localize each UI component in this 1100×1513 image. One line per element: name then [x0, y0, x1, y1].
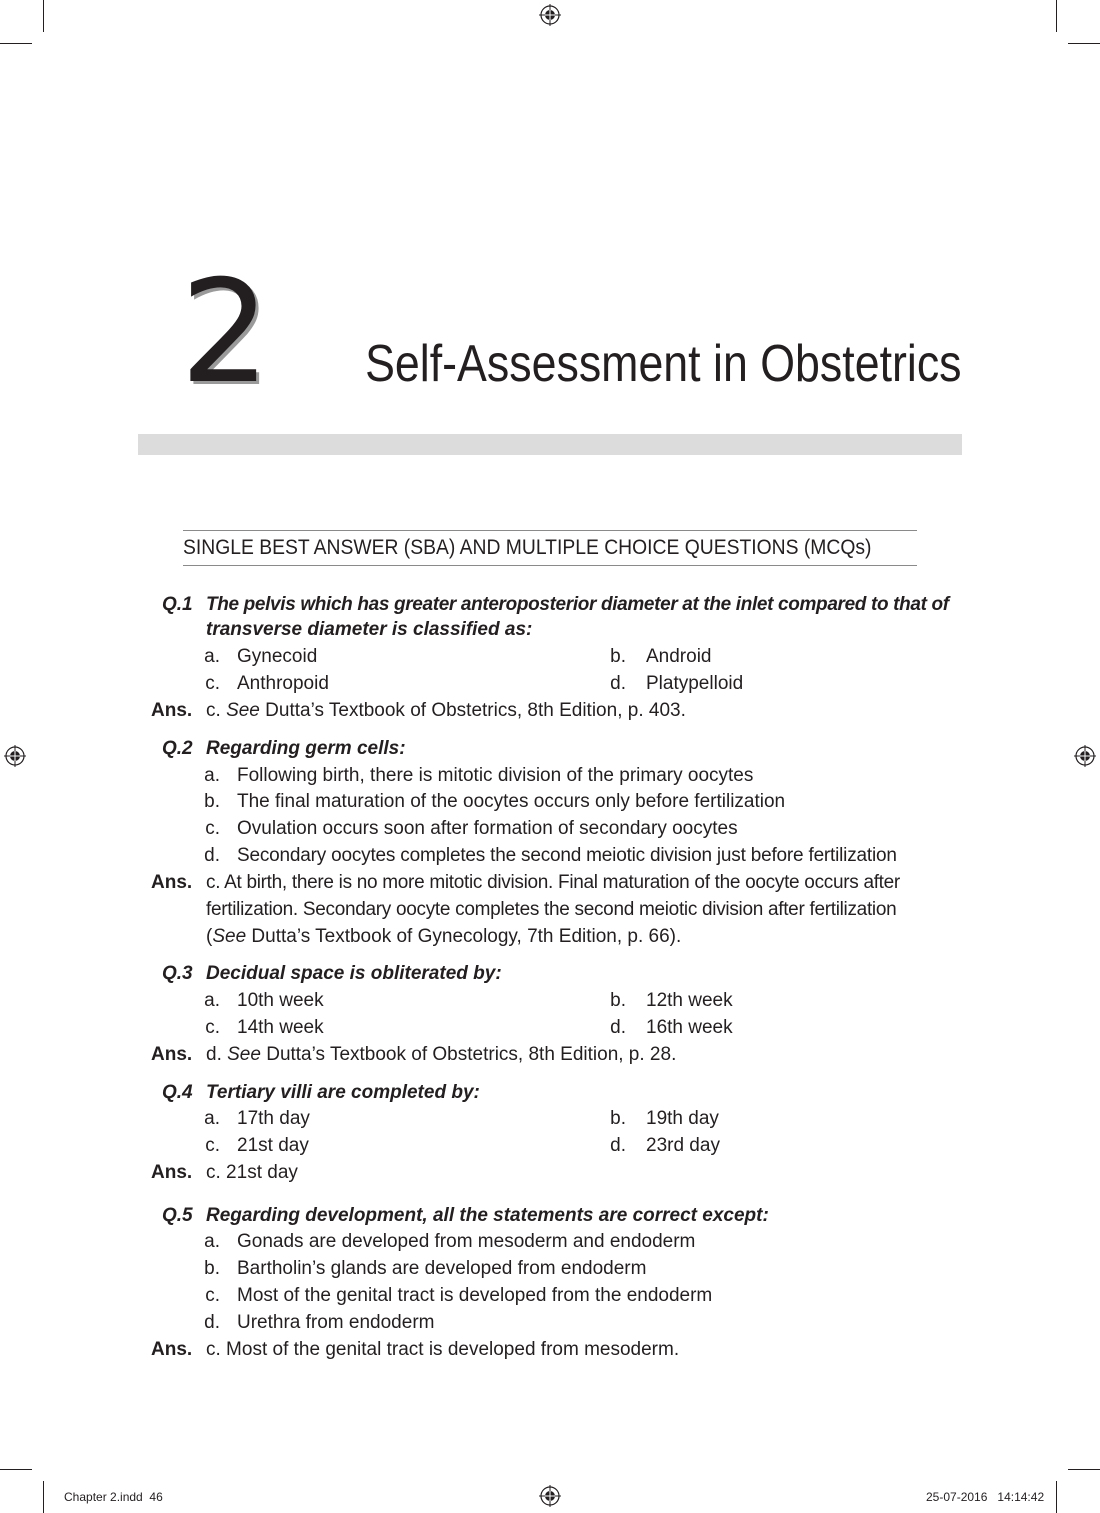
footer-file: Chapter 2.indd 46: [64, 1490, 163, 1504]
option-text: 10th week: [237, 990, 324, 1011]
answer-label: Ans.: [151, 700, 193, 721]
option-text: 21st day: [237, 1135, 309, 1156]
question-text: Tertiary villi are completed by:: [206, 1082, 480, 1103]
option-letter: d.: [610, 673, 626, 694]
option-letter: b.: [610, 990, 626, 1011]
option-letter: a.: [204, 1231, 220, 1252]
option-letter: c.: [205, 818, 220, 839]
option-text: Following birth, there is mitotic division of the primary oocytes: [237, 765, 754, 786]
option-text: The final maturation of the oocytes occurs only before fertilization: [237, 791, 786, 812]
option-text: 23rd day: [646, 1135, 720, 1156]
option-text: 12th week: [646, 990, 733, 1011]
crop-mark: [43, 0, 44, 32]
answer-text: c. At birth, there is no more mitotic division. Final maturation of the oocyte occurs after: [206, 872, 900, 893]
option-text: 14th week: [237, 1017, 324, 1038]
title-divider-bar: [138, 434, 962, 455]
answer-text: c. See Dutta’s Textbook of Obstetrics, 8th Edition, p. 403.: [206, 700, 686, 721]
answer-text: fertilization. Secondary oocyte completes the second meiotic division after fertilization: [206, 899, 897, 920]
option-letter: c.: [205, 1135, 220, 1156]
crop-mark: [43, 1481, 44, 1513]
question-text: Regarding germ cells:: [206, 738, 406, 759]
option-letter: d.: [204, 845, 220, 866]
option-letter: c.: [205, 1017, 220, 1038]
registration-mark-icon: [1074, 745, 1096, 767]
question-number: Q.4: [162, 1082, 193, 1103]
option-text: 17th day: [237, 1108, 310, 1129]
footer-timestamp: 25-07-2016 14:14:42: [926, 1490, 1045, 1504]
option-text: Platypelloid: [646, 673, 744, 694]
answer-label: Ans.: [151, 1339, 193, 1360]
question-text: Decidual space is obliterated by:: [206, 963, 502, 984]
option-text: Ovulation occurs soon after formation of secondary oocytes: [237, 818, 738, 839]
question-text: The pelvis which has greater anteroposterior diameter at the inlet compared to that of: [206, 594, 949, 615]
option-text: Most of the genital tract is developed from the endoderm: [237, 1285, 713, 1306]
question-text: transverse diameter is classified as:: [206, 619, 533, 640]
option-letter: a.: [204, 646, 220, 667]
option-text: Secondary oocytes completes the second meiotic division just before fertilization: [237, 845, 897, 866]
chapter-number: 2: [180, 250, 271, 415]
crop-mark: [1056, 0, 1057, 32]
registration-mark-icon: [4, 745, 26, 767]
crop-mark: [1068, 43, 1100, 44]
question-number: Q.2: [162, 738, 193, 759]
crop-mark: [0, 43, 32, 44]
option-letter: c.: [205, 1285, 220, 1306]
option-letter: b.: [204, 791, 220, 812]
option-letter: b.: [204, 1258, 220, 1279]
option-text: Anthropoid: [237, 673, 329, 694]
option-text: Urethra from endoderm: [237, 1312, 435, 1333]
registration-mark-icon: [539, 1485, 561, 1507]
question-text: Regarding development, all the statements are correct except:: [206, 1205, 769, 1226]
registration-mark-icon: [539, 4, 561, 26]
option-letter: a.: [204, 765, 220, 786]
option-letter: b.: [610, 646, 626, 667]
option-text: 19th day: [646, 1108, 719, 1129]
option-letter: d.: [610, 1017, 626, 1038]
option-letter: a.: [204, 990, 220, 1011]
option-letter: c.: [205, 673, 220, 694]
chapter-title: Self-Assessment in Obstetrics: [365, 335, 962, 393]
answer-text: c. 21st day: [206, 1162, 298, 1183]
crop-mark: [1068, 1469, 1100, 1470]
option-text: Gynecoid: [237, 646, 318, 667]
option-letter: b.: [610, 1108, 626, 1129]
section-heading: SINGLE BEST ANSWER (SBA) AND MULTIPLE CHOICE QUESTIONS (MCQs): [183, 530, 917, 566]
option-text: Gonads are developed from mesoderm and endoderm: [237, 1231, 696, 1252]
answer-text: d. See Dutta’s Textbook of Obstetrics, 8th Edition, p. 28.: [206, 1044, 677, 1065]
option-letter: d.: [204, 1312, 220, 1333]
answer-label: Ans.: [151, 1044, 193, 1065]
crop-mark: [0, 1469, 32, 1470]
option-letter: d.: [610, 1135, 626, 1156]
option-text: Android: [646, 646, 712, 667]
question-number: Q.1: [162, 594, 193, 615]
answer-text: (See Dutta’s Textbook of Gynecology, 7th Edition, p. 66).: [206, 926, 682, 947]
crop-mark: [1056, 1481, 1057, 1513]
option-text: 16th week: [646, 1017, 733, 1038]
answer-text: c. Most of the genital tract is developed from mesoderm.: [206, 1339, 680, 1360]
option-letter: a.: [204, 1108, 220, 1129]
question-number: Q.3: [162, 963, 193, 984]
question-number: Q.5: [162, 1205, 193, 1226]
answer-label: Ans.: [151, 872, 193, 893]
answer-label: Ans.: [151, 1162, 193, 1183]
option-text: Bartholin’s glands are developed from endoderm: [237, 1258, 647, 1279]
